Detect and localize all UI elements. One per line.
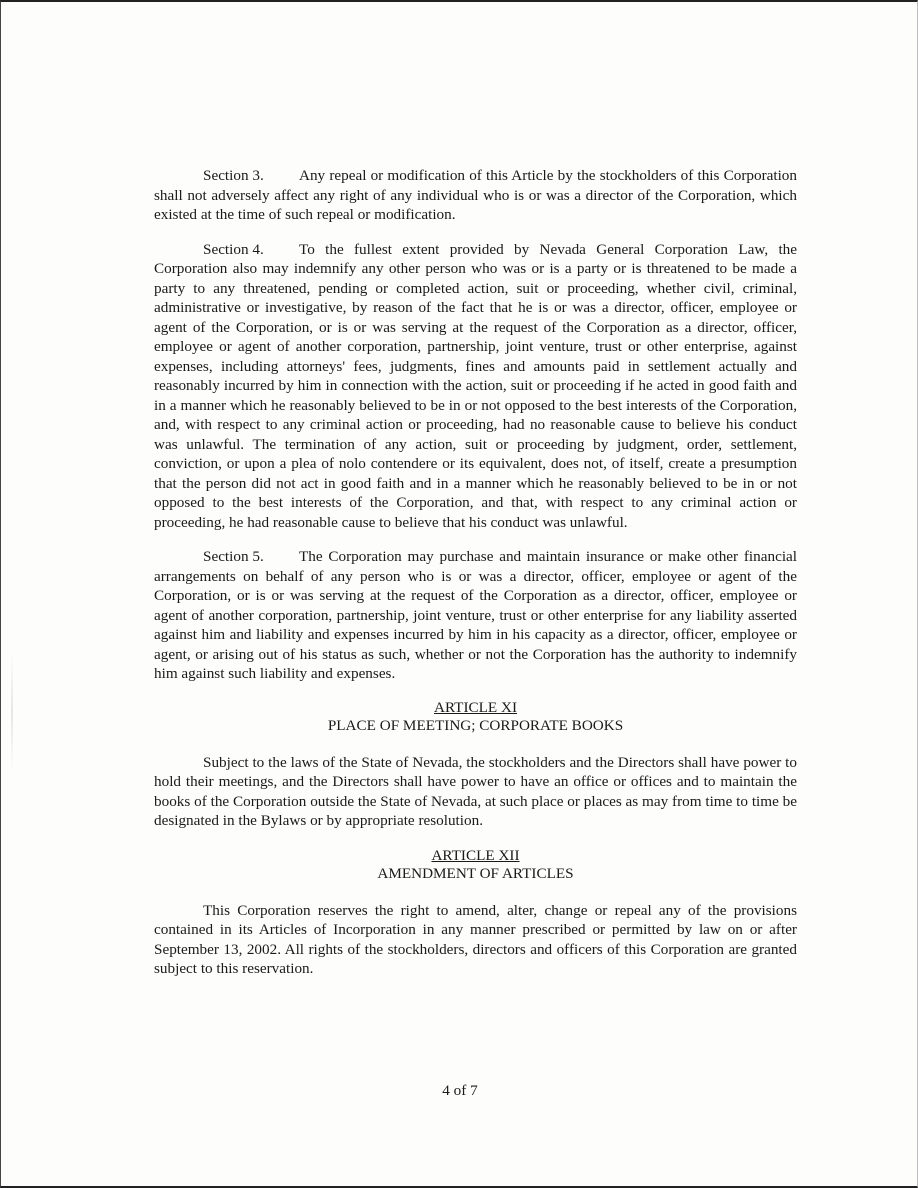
article-12-heading xyxy=(154,847,797,884)
section-3-paragraph xyxy=(154,166,797,225)
article-11-heading xyxy=(154,699,797,736)
section-5-label: Section 5. xyxy=(203,548,264,565)
section-3-label: Section 3. xyxy=(203,167,264,184)
page-number: 4 of 7 xyxy=(442,1082,478,1099)
section-3-text: Any repeal or modification of this Article by the stockholders of this Corporation shall not adversely affect any right of any individual who is or was a director of the Corporation, which existed at the time of such repeal or modification. xyxy=(154,167,797,223)
article-12-paragraph: This Corporation reserves the right to amend, alter, change or repeal any of the provisions contained in its Articles of Incorporation in any manner prescribed or permitted by law on or after September 13, 2002. All rights of the stockholders, directors and officers of this Corporation are granted subject to this reservation. xyxy=(154,901,797,977)
section-5-paragraph xyxy=(154,547,797,684)
section-4-label: Section 4. xyxy=(203,240,264,258)
article-11-number: ARTICLE XI xyxy=(433,698,518,716)
section-4-paragraph xyxy=(154,240,797,533)
document-body xyxy=(154,166,797,979)
article-12-title: AMENDMENT OF ARTICLES xyxy=(377,865,574,882)
section-4-text: To the fullest extent provided by Nevada General Corporation Law, the Corporation also may indemnify any other person who was or is a party or is threatened to be made a party to any threatened, pending or completed action, suit or proceeding, whether civil, criminal, administrative or investigative, by reason of the fact that he is or was a director, officer, employee or agent of the Corporation, or is or was serving at the request of the Corporation as a director, officer, employee or agent of another corporation, partnership, joint venture, trust or other enterprise, against expenses, including attorneys' fees, judgments, fines and amounts paid in settlement actually and reasonably incurred by him in connection with the action, suit or proceeding if he acted in good faith and in a manner which he reasonably believed to be in or not opposed to the best interests of the Corporation, and, with respect to any criminal action or proceeding, had no reasonable cause to believe his conduct was unlawful. The termination of any action, suit or proceeding by judgment, order, settlement, conviction, or upon a plea of nolo contendere or its equivalent, does not, of itself, create a presumption that the person did not act in good faith and in a manner which he reasonably believed to be in or not opposed to the best interests of the Corporation, and that, with respect to any criminal action or proceeding, he had reasonable cause to believe that his conduct was unlawful. xyxy=(154,240,797,531)
article-11-paragraph: Subject to the laws of the State of Nevada, the stockholders and the Directors shall have power to hold their meetings, and the Directors shall have power to have an office or offices and to maintain the books of the Corporation outside the State of Nevada, at such place or places as may from time to time be designated in the Bylaws or by appropriate resolution. xyxy=(154,753,797,829)
article-12-number: ARTICLE XII xyxy=(431,846,520,864)
section-5-text: The Corporation may purchase and maintain insurance or make other financial arrangements on behalf of any person who is or was a director, officer, employee or agent of the Corporation, or is or was serving at the request of the Corporation as a director, officer, employee or agent of another corporation, partnership, joint venture, trust or other enterprise for any liability asserted against him and liability and expenses incurred by him in his capacity as a director, officer, employee or agent, or arising out of his status as such, whether or not the Corporation has the authority to indemnify him against such liability and expenses. xyxy=(154,548,797,682)
scan-edge-mark xyxy=(11,652,13,772)
article-11-title: PLACE OF MEETING; CORPORATE BOOKS xyxy=(327,717,624,734)
